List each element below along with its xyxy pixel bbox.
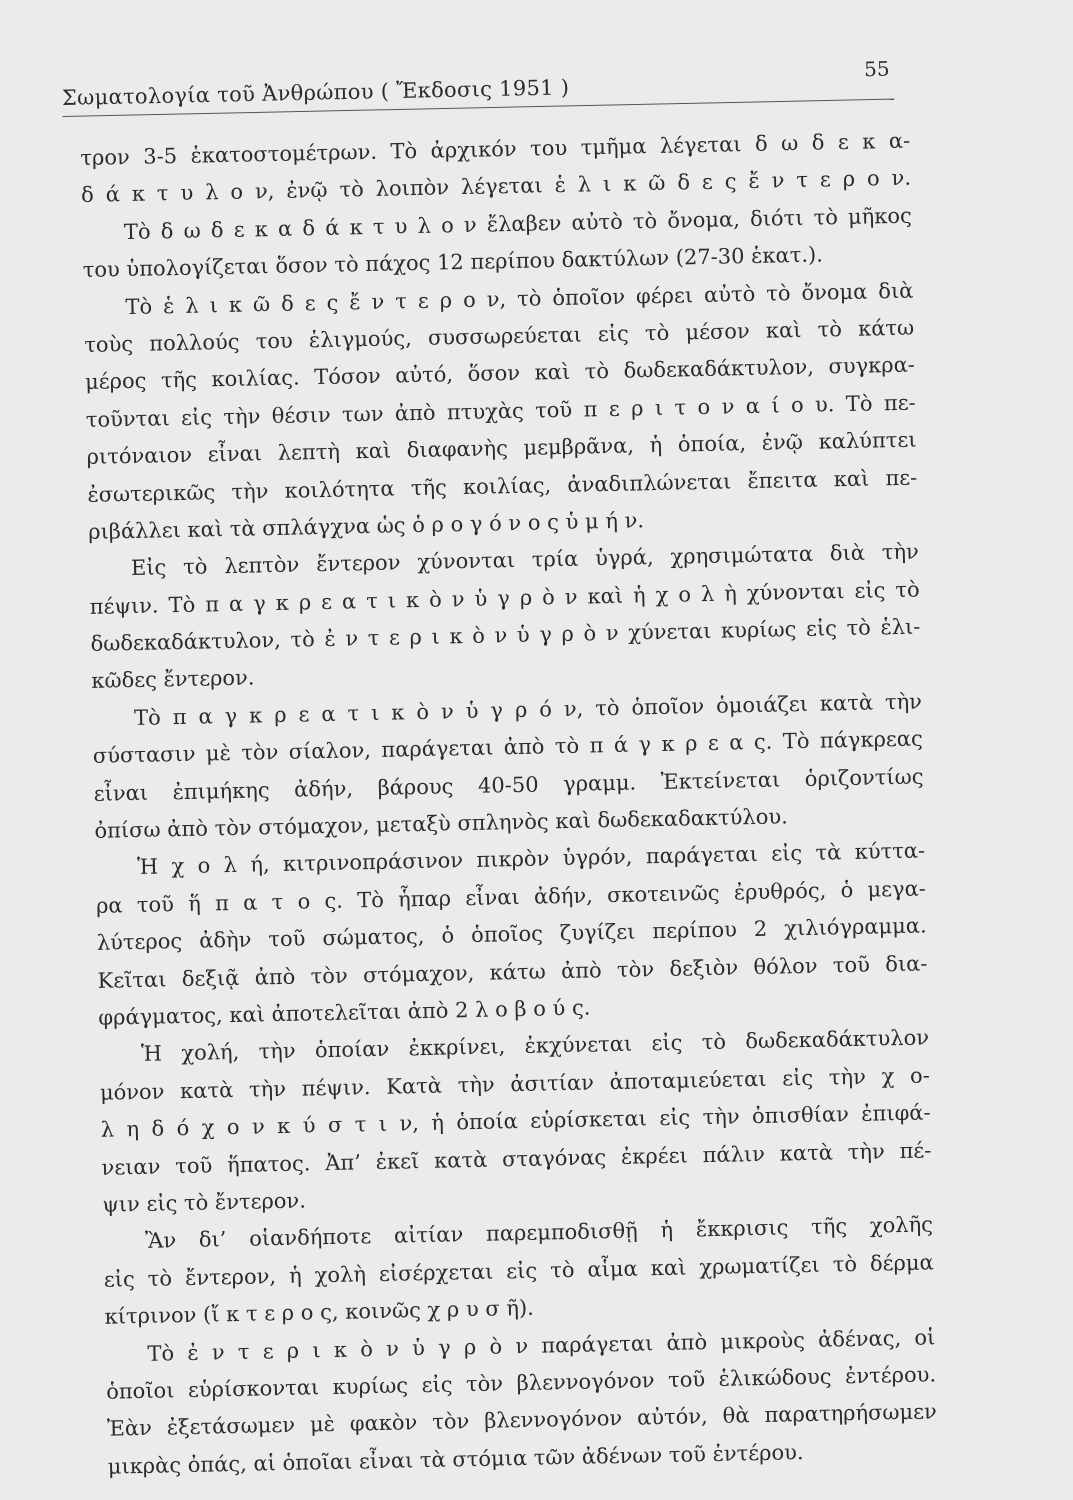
text-line: Ἐὰν ἐξετάσωμεν μὲ φακὸν τὸν βλεννογόνον αὐτόν, θὰ παρατηρήσωμεν [106,1399,938,1441]
text-line: ρα τοῦ ἥ π α τ ο ς. Τὸ ἧπαρ εἶναι ἀδήν, σκοτεινῶς ἐρυθρός, ὁ μεγα- [95,876,927,918]
text-line: τρον 3-5 ἑκατοστομέτρων. Τὸ ἀρχικόν του τμῆμα λέγεται δ ω δ ε κ α- [80,128,911,170]
text-line: Τὸ ἑ λ ι κ ῶ δ ε ς ἔ ν τ ε ρ ο ν, τὸ ὁποῖον φέρει αὐτὸ τὸ ὄνομα διὰ [125,278,914,319]
running-title: Σωματολογία τοῦ Ἀνθρώπου ( Ἔκδοσις 1951 ) [61,75,570,110]
text-line: τοῦνται εἰς τὴν θέσιν των ἀπὸ πτυχὰς τοῦ π ε ρ ι τ ο ν α ί ο υ. Τὸ πε- [85,390,916,432]
text-line: νειαν τοῦ ἥπατος. Ἀπ’ ἐκεῖ κατὰ σταγόνας ἐκρέει πάλιν κατὰ τὴν πέ- [101,1137,932,1180]
text-line: φράγματος, καὶ ἀποτελεῖται ἀπὸ 2 λ ο β ο ύ ς. [98,995,591,1030]
text-line: Ἡ χολή, τὴν ὁποίαν ἐκκρίνει, ἐκχύνεται εἰς τὸ δωδεκαδάκτυλον [140,1025,930,1067]
text-line: ὀπίσω ἀπὸ τὸν στόμαχον, μεταξὺ σπληνὸς καὶ δωδεκαδακτύλου. [94,804,789,843]
text-line: λύτερος ἀδὴν τοῦ σώματος, ὁ ὁποῖος ζυγίζει περίπου 2 χιλιόγραμμα. [96,913,927,956]
text-line: μέρος τῆς κοιλίας. Τόσον αὐτό, ὅσον καὶ τὸ δωδεκαδάκτυλον, συγκρα- [84,352,916,395]
page-header [61,56,895,118]
text-line: κίτρινον (ἴ κ τ ε ρ ο ς, κοινῶς χ ρ υ σ ῆ). [104,1295,535,1329]
text-line: εἰς τὸ ἔντερον, ἡ χολὴ εἰσέρχεται εἰς τὸ αἷμα καὶ χρωματίζει τὸ δέρμα [103,1250,934,1292]
text-line: Τὸ ἐ ν τ ε ρ ι κ ὸ ν ὑ γ ρ ὸ ν παράγεται ἀπὸ μικροὺς ἀδένας, οἱ [147,1324,936,1366]
text-line: λ η δ ό χ ο ν κ ύ σ τ ι ν, ἡ ὁποία εὑρίσκεται εἰς τὴν ὀπισθίαν ἐπιφά- [100,1100,931,1142]
text-line: Τὸ π α γ κ ρ ε α τ ι κ ὸ ν ὑ γ ρ ό ν, τὸ ὁποῖον ὁμοιάζει κατὰ τὴν [133,689,923,730]
text-line: τοὺς πολλούς του ἑλιγμούς, συσσωρεύεται εἰς τὸ μέσον καὶ τὸ κάτω [84,315,915,357]
text-line: Εἰς τὸ λεπτὸν ἔντερον χύνονται τρία ὑγρά, χρησιμώτατα διὰ τὴν [130,539,920,581]
text-line: Ἂν δι’ οἱανδήποτε αἰτίαν παρεμποδισθῇ ἡ ἔκκρισις τῆς χολῆς [144,1212,934,1254]
text-line: δωδεκαδάκτυλον, τὸ ἐ ν τ ε ρ ι κ ὸ ν ὑ γ ρ ὸ ν χύνεται κυρίως εἰς τὸ ἑλι- [90,614,921,656]
text-line: εἶναι ἐπιμήκης ἀδήν, βάρους 40-50 γραμμ. Ἐκτείνεται ὁριζοντίως [93,764,924,806]
body-text [80,123,938,1486]
text-line: Κεῖται δεξιᾷ ἀπὸ τὸν στόμαχον, κάτω ἀπὸ τὸν δεξιὸν θόλον τοῦ δια- [97,951,928,993]
text-line: ριβάλλει καὶ τὰ σπλάγχνα ὡς ὁ ρ ο γ ό ν ο ς ὑ μ ή ν. [87,508,645,544]
text-line: ψιν εἰς τὸ ἔντερον. [102,1188,307,1217]
text-line: Ἡ χ ο λ ή, κιτρινοπράσινον πικρὸν ὑγρόν, παράγεται εἰς τὰ κύττα- [136,838,926,880]
text-line: δ ά κ τ υ λ ο ν, ἐνῷ τὸ λοιπὸν λέγεται ἑ λ ι κ ῶ δ ε ς ἔ ν τ ε ρ ο ν. [80,165,912,208]
text-line: ριτόναιον εἶναι λεπτὴ καὶ διαφανὴς μεμβρᾶνα, ἡ ὁποία, ἐνῷ καλύπτει [86,427,917,470]
text-line: Τὸ δ ω δ ε κ α δ ά κ τ υ λ ο ν ἔλαβεν αὐτὸ τὸ ὄνομα, διότι τὸ μῆκος [123,203,913,244]
text-line: ἐσωτερικῶς τὴν κοιλότητα τῆς κοιλίας, ἀναδιπλώνεται ἔπειτα καὶ πε- [87,465,918,507]
text-line: σύστασιν μὲ τὸν σίαλον, παράγεται ἀπὸ τὸ π ά γ κ ρ ε α ς. Τὸ πάγκρεας [92,726,923,769]
text-line: κῶδες ἔντερον. [91,665,255,694]
page-number: 55 [863,56,890,82]
text-line: πέψιν. Τὸ π α γ κ ρ ε α τ ι κ ὸ ν ὑ γ ρ ὸ ν καὶ ἡ χ ο λ ὴ χύνονται εἰς τὸ [89,577,920,619]
text-line: του ὑπολογίζεται ὅσον τὸ πάχος 12 περίπου δακτύλων (27-30 ἑκατ.). [82,242,824,283]
text-line: μόνον κατὰ τὴν πέψιν. Κατὰ τὴν ἀσιτίαν ἀποταμιεύεται εἰς τὴν χ ο- [99,1063,931,1105]
text-line: ὁποῖοι εὑρίσκονται κυρίως εἰς τὸν βλεννογόνον τοῦ ἑλικώδους ἐντέρου. [105,1362,937,1404]
text-line: μικρὰς ὀπάς, αἱ ὁποῖαι εἶναι τὰ στόμια τῶν ἀδένων τοῦ ἐντέρου. [107,1439,804,1479]
